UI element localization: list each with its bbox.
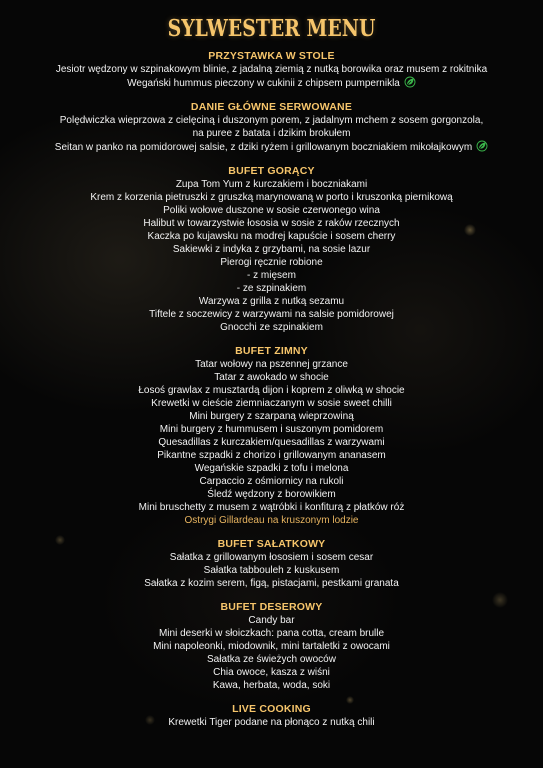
menu-item: Seitan w panko na pomidorowej salsie, z dziki ryżem i grillowanym boczniakiem mikołajkowym <box>0 140 543 154</box>
menu-item: Zupa Tom Yum z kurczakiem i boczniakami <box>175 179 368 190</box>
section-title: LIVE COOKING <box>232 703 311 715</box>
menu-item: Kawa, herbata, woda, soki <box>212 680 331 691</box>
menu-item: Quesadillas z kurczakiem/quesadillas z warzywami <box>158 437 385 448</box>
menu-item: Krewetki w cieście ziemniaczanym w sosie sweet chilli <box>151 398 392 409</box>
menu-item: Chia owoce, kasza z wiśni <box>213 667 330 678</box>
menu-item: Tatar wołowy na pszennej grzance <box>195 359 348 370</box>
section-bufet-salatkowy <box>0 538 543 590</box>
menu-item: - ze szpinakiem <box>236 283 307 294</box>
menu-item: Gnocchi ze szpinakiem <box>220 322 323 333</box>
menu-item: Mini burgery z szarpaną wieprzowiną <box>189 411 354 422</box>
section-title: BUFET GORĄCY <box>228 165 315 177</box>
section-live-cooking <box>0 703 543 729</box>
menu-item: Pikantne szpadki z chorizo i grillowanym ananasem <box>157 450 386 461</box>
menu-item: Polędwiczka wieprzowa z cielęciną i duszonym porem, z jadalnym mchem z sosem gorgonzola, <box>59 115 484 126</box>
menu-item-highlighted: Ostrygi Gillardeau na kruszonym lodzie <box>184 515 359 526</box>
section-bufet-goracy <box>0 165 543 334</box>
section-bufet-zimny <box>0 345 543 527</box>
menu-item: Mini bruschetty z musem z wątróbki i konfiturą z płatków róż <box>138 502 405 513</box>
menu-item: Śledź wędzony z borowikiem <box>207 489 336 500</box>
menu-item: - z mięsem <box>247 270 296 281</box>
menu-item: Halibut w towarzystwie łososia w sosie z raków rzecznych <box>143 218 400 229</box>
menu-item: Sałatka z grillowanym łososiem i sosem cesar <box>169 552 374 563</box>
section-danie-glowne <box>0 101 543 154</box>
menu-item: Jesiotr wędzony w szpinakowym blinie, z jadalną ziemią z nutką borowika oraz musem z rokitnika <box>55 64 488 75</box>
section-title: BUFET SAŁATKOWY <box>217 538 326 550</box>
section-bufet-deserowy <box>0 601 543 692</box>
menu-item: na puree z batata i dzikim brokułem <box>192 128 351 139</box>
menu-item: Wegański hummus pieczony w cukinii z chipsem pumpernikla <box>0 76 543 90</box>
menu-item: Sałatka ze świeżych owoców <box>207 654 336 665</box>
menu-item: Mini burgery z hummusem i suszonym pomidorem <box>159 424 384 435</box>
leaf-icon <box>476 140 488 152</box>
menu-item: Pierogi ręcznie robione <box>220 257 323 268</box>
menu-item: Sakiewki z indyka z grzybami, na sosie lazur <box>172 244 371 255</box>
menu-item: Poliki wołowe duszone w sosie czerwonego wina <box>163 205 380 216</box>
menu-item: Wegańskie szpadki z tofu i melona <box>194 463 349 474</box>
menu-item: Łosoś grawlax z musztardą dijon i koprem z oliwką w shocie <box>138 385 405 396</box>
menu-item: Carpaccio z ośmiornicy na rukoli <box>199 476 344 487</box>
menu-item: Sałatka tabbouleh z kuskusem <box>203 565 340 576</box>
section-przystawka <box>0 50 543 90</box>
section-title: PRZYSTAWKA W STOLE <box>208 50 335 62</box>
menu-item: Krem z korzenia pietruszki z gruszką marynowaną w porto i kruszonką piernikową <box>90 192 453 203</box>
menu-item: Kaczka po kujawsku na modrej kapuście i sosem cherry <box>147 231 396 242</box>
menu-item: Mini deserki w słoiczkach: pana cotta, cream brulle <box>158 628 385 639</box>
menu-item: Mini napoleonki, miodownik, mini tartaletki z owocami <box>153 641 390 652</box>
menu-item: Sałatka z kozim serem, figą, pistacjami, pestkami granata <box>144 578 399 589</box>
menu-item: Krewetki Tiger podane na płonąco z nutką chili <box>168 717 375 728</box>
menu-title: SYLWESTER MENU <box>167 15 376 42</box>
section-title: BUFET ZIMNY <box>235 345 308 357</box>
menu-item: Warzywa z grilla z nutką sezamu <box>198 296 345 307</box>
menu-item: Tiftele z soczewicy z warzywami na salsie pomidorowej <box>149 309 394 320</box>
leaf-icon <box>404 76 416 88</box>
section-title: BUFET DESEROWY <box>220 601 323 613</box>
section-title: DANIE GŁÓWNE SERWOWANE <box>190 101 353 113</box>
menu-item: Candy bar <box>248 615 295 626</box>
menu-item: Tatar z awokado w shocie <box>214 372 329 383</box>
